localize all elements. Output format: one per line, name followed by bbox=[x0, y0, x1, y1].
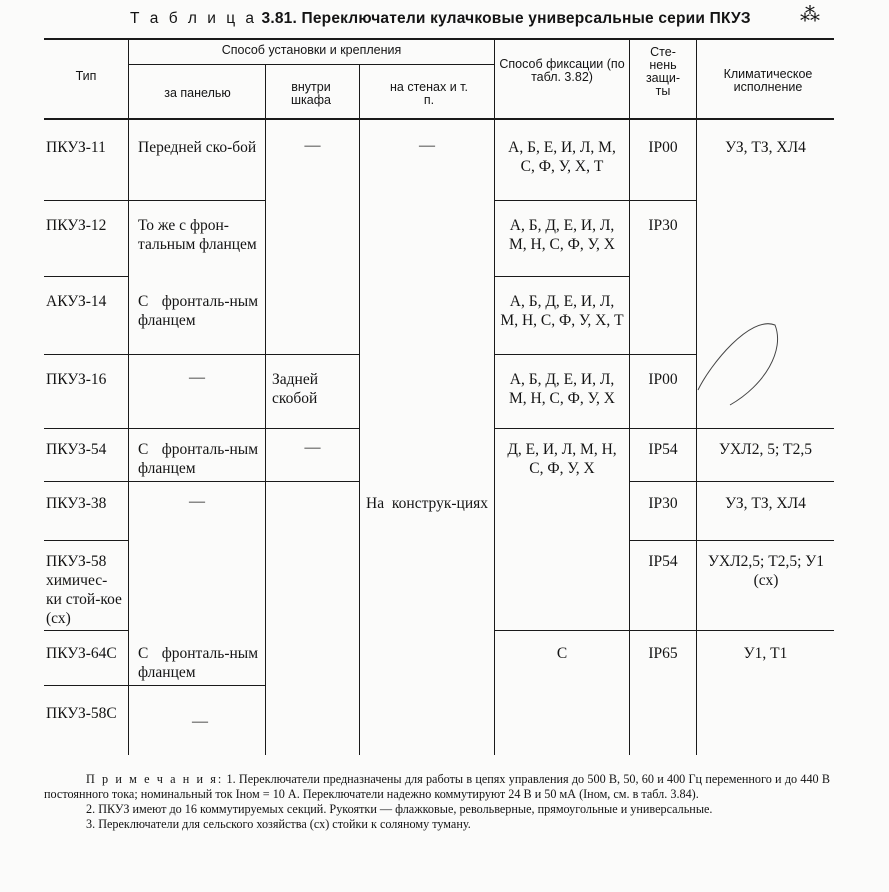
note-1 bbox=[44, 772, 830, 802]
row5-fixation: Д, Е, И, Л, М, Н, С, Ф, У, Х bbox=[507, 441, 617, 477]
header-fixation: Способ фиксации (по табл. 3.82) bbox=[499, 57, 625, 84]
row1-panel: Передней ско-бой bbox=[138, 139, 257, 156]
sep-row4-b bbox=[494, 428, 834, 429]
row2-fixation: А, Б, Д, Е, И, Л, М, Н, С, Ф, У, Х bbox=[509, 217, 615, 253]
row9-panel: — bbox=[192, 713, 208, 730]
row6-climate: УЗ, ТЗ, ХЛ4 bbox=[725, 495, 806, 512]
row7-type: ПКУЗ-58 химичес-ки стой-кое (сх) bbox=[46, 553, 122, 627]
row8-type: ПКУЗ-64С bbox=[46, 645, 117, 662]
row2-panel: То же с фрон-тальным фланцем bbox=[138, 217, 257, 253]
row1-fixation: А, Б, Е, И, Л, М, С, Ф, У, Х, Т bbox=[508, 139, 616, 175]
sep-row7 bbox=[44, 630, 129, 631]
row6-walls: На конструк-циях bbox=[366, 495, 488, 512]
row6-type: ПКУЗ-38 bbox=[46, 495, 107, 512]
row3-fixation: А, Б, Д, Е, И, Л, М, Н, С, Ф, У, Х, Т bbox=[500, 293, 624, 329]
header-type: Тип bbox=[75, 69, 97, 83]
sep-row2 bbox=[44, 276, 129, 277]
header-protection: Сте-нень защи-ты bbox=[645, 45, 681, 98]
row6-panel: — bbox=[189, 493, 205, 510]
rule-subheader bbox=[128, 64, 494, 65]
pencil-scribble-icon bbox=[690, 310, 790, 410]
row8-protection: IP65 bbox=[648, 645, 678, 662]
vline-4 bbox=[494, 40, 495, 755]
row8-panel: С фронталь-ным фланцем bbox=[138, 645, 258, 681]
row8-fixation: С bbox=[556, 645, 568, 662]
row1-protection: IP00 bbox=[648, 139, 678, 156]
header-on-walls: на стенах и т. п. bbox=[390, 80, 468, 107]
table-caption: 3.81. Переключатели кулачковые универсальные серии ПКУЗ bbox=[261, 10, 751, 27]
row4-cabinet: Задней скобой bbox=[272, 371, 319, 407]
vline-2 bbox=[265, 64, 266, 755]
sep-row1 bbox=[44, 200, 266, 201]
sep-row5 bbox=[44, 481, 360, 482]
sep-row6-b bbox=[629, 540, 834, 541]
header-climate: Климатическое исполнение bbox=[723, 67, 813, 94]
note-3: 3. Переключатели для сельского хозяйства (сх) стойки к соляному туману. bbox=[86, 817, 471, 831]
sep-row8 bbox=[44, 685, 266, 686]
sep-row5-b bbox=[629, 481, 834, 482]
row3-type: АКУЗ-14 bbox=[46, 293, 107, 310]
sep-row1-b bbox=[494, 200, 696, 201]
rule-header-bottom bbox=[44, 118, 834, 120]
row8-climate: У1, Т1 bbox=[743, 645, 788, 662]
row5-type: ПКУЗ-54 bbox=[46, 441, 107, 458]
table-title bbox=[130, 10, 751, 28]
sep-row3-b bbox=[494, 354, 696, 355]
row5-climate: УХЛ2, 5; Т2,5 bbox=[719, 441, 812, 458]
note-1-text: 1. Переключатели предназначены для работы в цепях управления до 500 В, 50, 60 и 400 Гц переменного и до 440 В постоянного тока; номинальный ток Iном = 10 А. Переключатели надежно коммутируют 24 В и 50 мА (Iном, см. в табл. 3.84). bbox=[44, 772, 831, 801]
header-inside-cabinet: внутри шкафа bbox=[291, 80, 331, 107]
rule-top bbox=[44, 38, 834, 40]
header-behind-panel: за панелью bbox=[164, 86, 231, 100]
row5-panel: С фронталь-ным фланцем bbox=[138, 441, 258, 477]
row5-cabinet: — bbox=[304, 439, 321, 456]
header-method-group: Способ установки и крепления bbox=[221, 43, 402, 57]
sep-row2-b bbox=[494, 276, 630, 277]
row4-protection: IP00 bbox=[648, 371, 678, 388]
row7-climate: УХЛ2,5; Т2,5; У1 (сх) bbox=[708, 553, 824, 589]
sep-row6 bbox=[44, 540, 129, 541]
row7-protection: IP54 bbox=[648, 553, 678, 570]
sep-row4 bbox=[44, 428, 360, 429]
row1-type: ПКУЗ-11 bbox=[46, 139, 106, 156]
page-mark-icon: ⁂ bbox=[800, 4, 820, 26]
row1-walls: — bbox=[419, 137, 435, 154]
row4-fixation: А, Б, Д, Е, И, Л, М, Н, С, Ф, У, Х bbox=[509, 371, 615, 407]
sep-row3 bbox=[44, 354, 360, 355]
row2-protection: IP30 bbox=[648, 217, 678, 234]
table-notes bbox=[44, 772, 830, 832]
row2-type: ПКУЗ-12 bbox=[46, 217, 107, 234]
table-label: Т а б л и ц а bbox=[130, 10, 258, 27]
note-2: 2. ПКУЗ имеют до 16 коммутируемых секций. Рукоятки — флажковые, револьверные, прямоугольные и универсальные. bbox=[86, 802, 713, 816]
row9-type: ПКУЗ-58С bbox=[46, 705, 117, 722]
vline-3 bbox=[359, 64, 360, 755]
row3-panel: С фронталь-ным фланцем bbox=[138, 293, 258, 329]
row4-panel: — bbox=[189, 369, 205, 386]
row1-climate: УЗ, ТЗ, ХЛ4 bbox=[725, 139, 806, 156]
sep-row7-b bbox=[494, 630, 834, 631]
row6-protection: IP30 bbox=[648, 495, 678, 512]
row1-cabinet: — bbox=[304, 137, 321, 154]
notes-label: П р и м е ч а н и я: bbox=[86, 772, 224, 786]
row5-protection: IP54 bbox=[648, 441, 678, 458]
row4-type: ПКУЗ-16 bbox=[46, 371, 107, 388]
